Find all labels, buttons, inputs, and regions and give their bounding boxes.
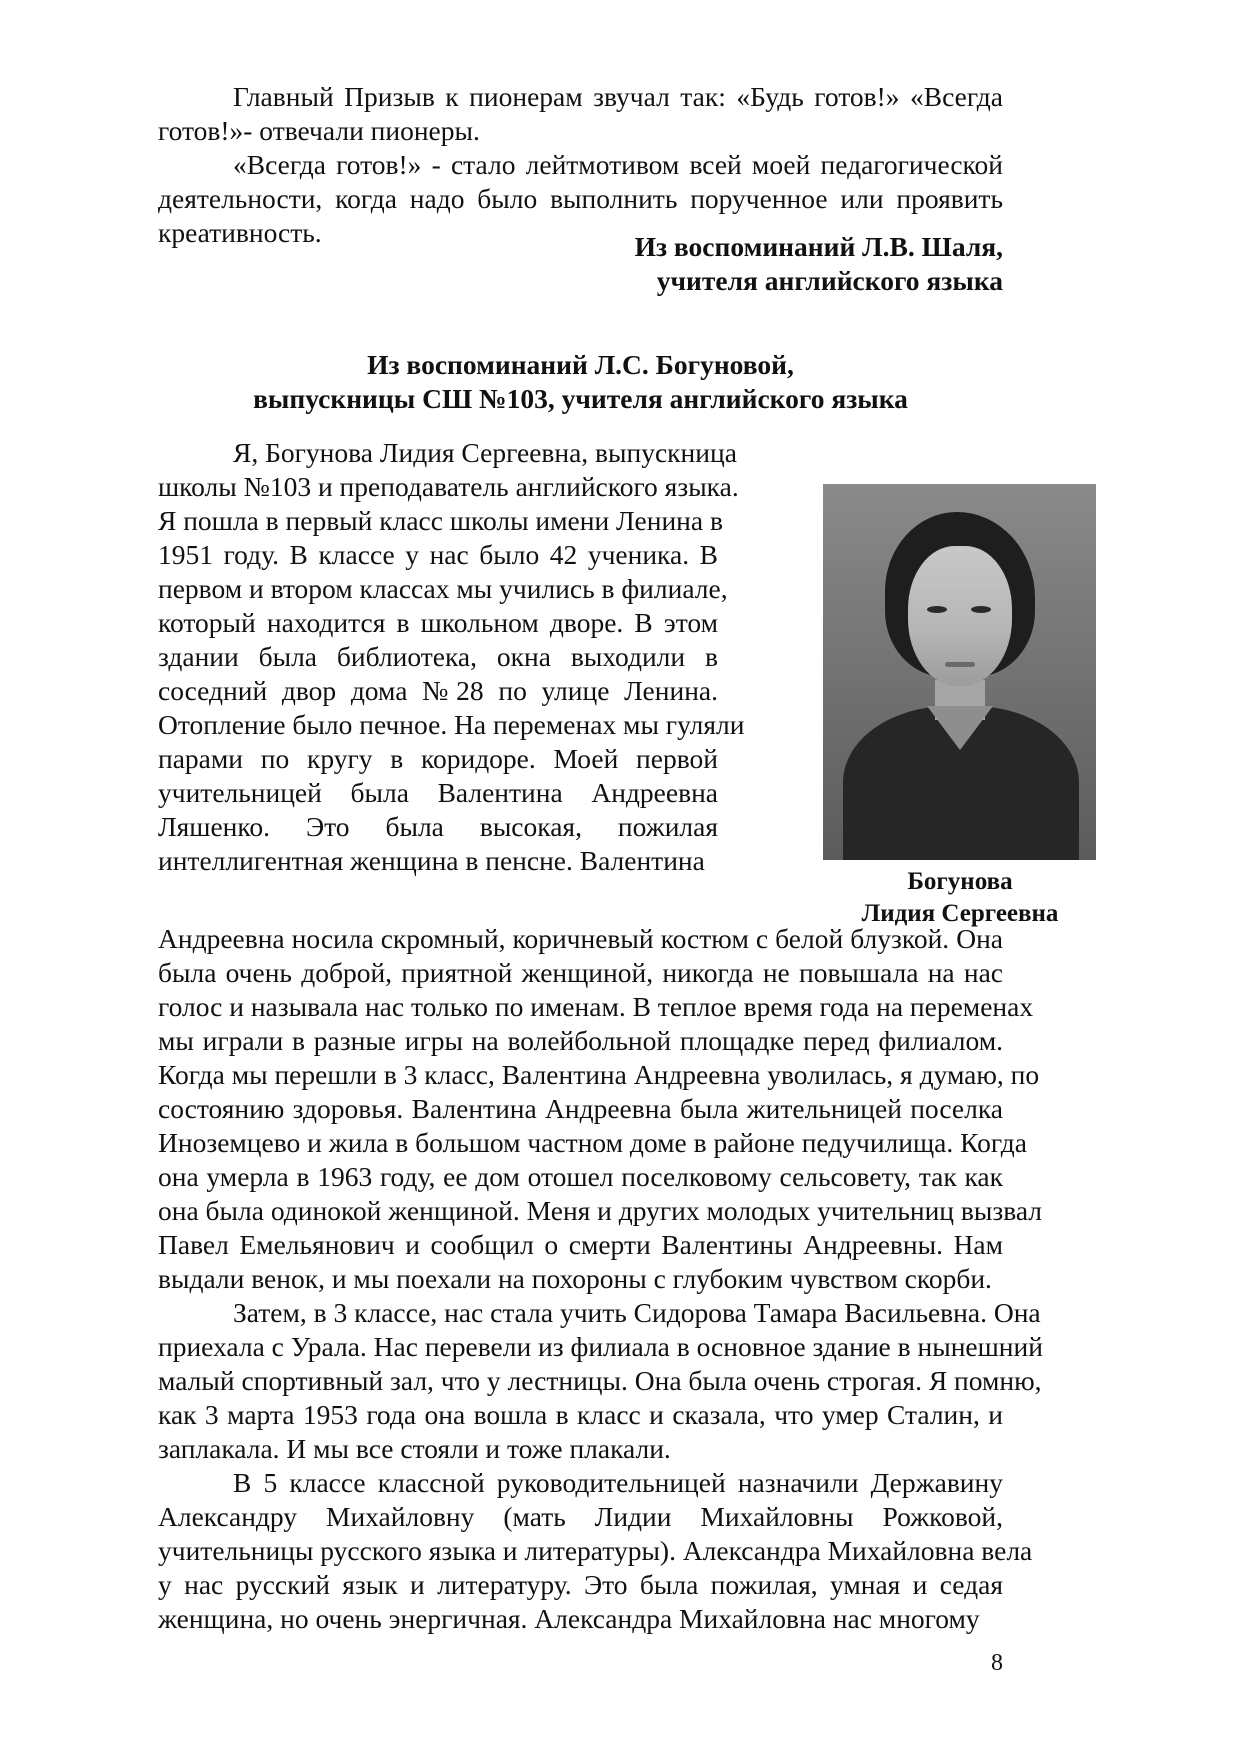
paragraph-intro (158, 436, 745, 878)
text-line: учительницей была Валентина Андреевна (158, 777, 718, 808)
text-line: Александру Михайловну (мать Лидии Михайловны Рожковой, (158, 1501, 1003, 1532)
text-line: креативность. (158, 217, 322, 248)
text-line: Ляшенко. Это была высокая, пожилая (158, 811, 718, 842)
text-line: школы №103 и преподаватель английского языка. (158, 471, 739, 502)
text-line: у нас русский язык и литературу. Это была пожилая, умная и седая (158, 1569, 1003, 1600)
paragraph-call (158, 80, 1003, 250)
text-line: приехала с Урала. Нас перевели из филиала в основное здание в нынешний (158, 1331, 1043, 1362)
text-line: парами по кругу в коридоре. Моей первой (158, 743, 718, 774)
photo-caption (800, 866, 1120, 930)
section-title-line: Из воспоминаний Л.С. Богуновой, (367, 349, 794, 380)
text-line: Главный Призыв к пионерам звучал так: «Будь готов!» «Всегда (233, 81, 1003, 112)
text-line: В 5 классе классной руководительницей назначили Державину (233, 1467, 1003, 1498)
text-line: Затем, в 3 классе, нас стала учить Сидорова Тамара Васильевна. Она (233, 1297, 1041, 1328)
text-line: Андреевна носила скромный, коричневый костюм с белой блузкой. Она (158, 923, 1003, 954)
caption-line: Лидия Сергеевна (861, 900, 1059, 927)
caption-line: Богунова (907, 868, 1013, 895)
text-line: интеллигентная женщина в пенсне. Валентина (158, 845, 705, 876)
text-line: она была одинокой женщиной. Меня и других молодых учительниц вызвал (158, 1195, 1043, 1226)
text-line: 1951 году. В классе у нас было 42 ученика. В (158, 539, 718, 570)
text-line: деятельности, когда надо было выполнить порученное или проявить (158, 183, 1003, 214)
text-line: здании была библиотека, окна выходили в (158, 641, 718, 672)
text-line: женщина, но очень энергичная. Александра Михайловна нас многому (158, 1603, 980, 1634)
text-line: соседний двор дома №28 по улице Ленина. (158, 675, 718, 706)
text-line: который находится в школьном дворе. В этом (158, 607, 718, 638)
text-line: «Всегда готов!» - стало лейтмотивом всей моей педагогической (233, 149, 1003, 180)
text-line: Я, Богунова Лидия Сергеевна, выпускница (233, 437, 737, 468)
section-title (158, 348, 1003, 416)
attribution-line: учителя английского языка (656, 265, 1003, 296)
text-line: выдали венок, и мы поехали на похороны с глубоким чувством скорби. (158, 1263, 992, 1294)
text-line: заплакала. И мы все стояли и тоже плакали. (158, 1433, 671, 1464)
text-line: малый спортивный зал, что у лестницы. Она была очень строгая. Я помню, (158, 1365, 1042, 1396)
text-line: голос и называла нас только по именам. В теплое время года на переменах (158, 991, 1034, 1022)
text-line: состоянию здоровья. Валентина Андреевна была жительницей поселка (158, 1093, 1003, 1124)
text-line: мы играли в разные игры на волейбольной площадке перед филиалом. (158, 1025, 1003, 1056)
text-line: Павел Емельянович и сообщил о смерти Валентины Андреевны. Нам (158, 1229, 1003, 1260)
text-line: как 3 марта 1953 года она вошла в класс и сказала, что умер Сталин, и (158, 1399, 1003, 1430)
text-line: была очень доброй, приятной женщиной, никогда не повышала на нас (158, 957, 1003, 988)
text-line: Отопление было печное. На переменах мы гуляли (158, 709, 745, 740)
paragraph-continuation (158, 922, 1043, 1636)
text-line: готов!»- отвечали пионеры. (158, 115, 480, 146)
attribution-shalya (158, 230, 1003, 298)
text-line: первом и втором классах мы учились в филиале, (158, 573, 728, 604)
text-line: Иноземцево и жила в большом частном доме в районе педучилища. Когда (158, 1127, 1027, 1158)
text-line: учительницы русского языка и литературы). Александра Михайловна вела (158, 1535, 1033, 1566)
text-line: Когда мы перешли в 3 класс, Валентина Андреевна уволилась, я думаю, по (158, 1059, 1040, 1090)
text-line: Я пошла в первый класс школы имени Ленина в (158, 505, 723, 536)
portrait-photo (823, 484, 1096, 860)
text-line: она умерла в 1963 году, ее дом отошел поселковому сельсовету, так как (158, 1161, 1003, 1192)
attribution-line: Из воспоминаний Л.В. Шаля, (634, 231, 1003, 262)
page-number: 8 (991, 1650, 1003, 1676)
section-title-line: выпускницы СШ №103, учителя английского языка (253, 383, 908, 414)
